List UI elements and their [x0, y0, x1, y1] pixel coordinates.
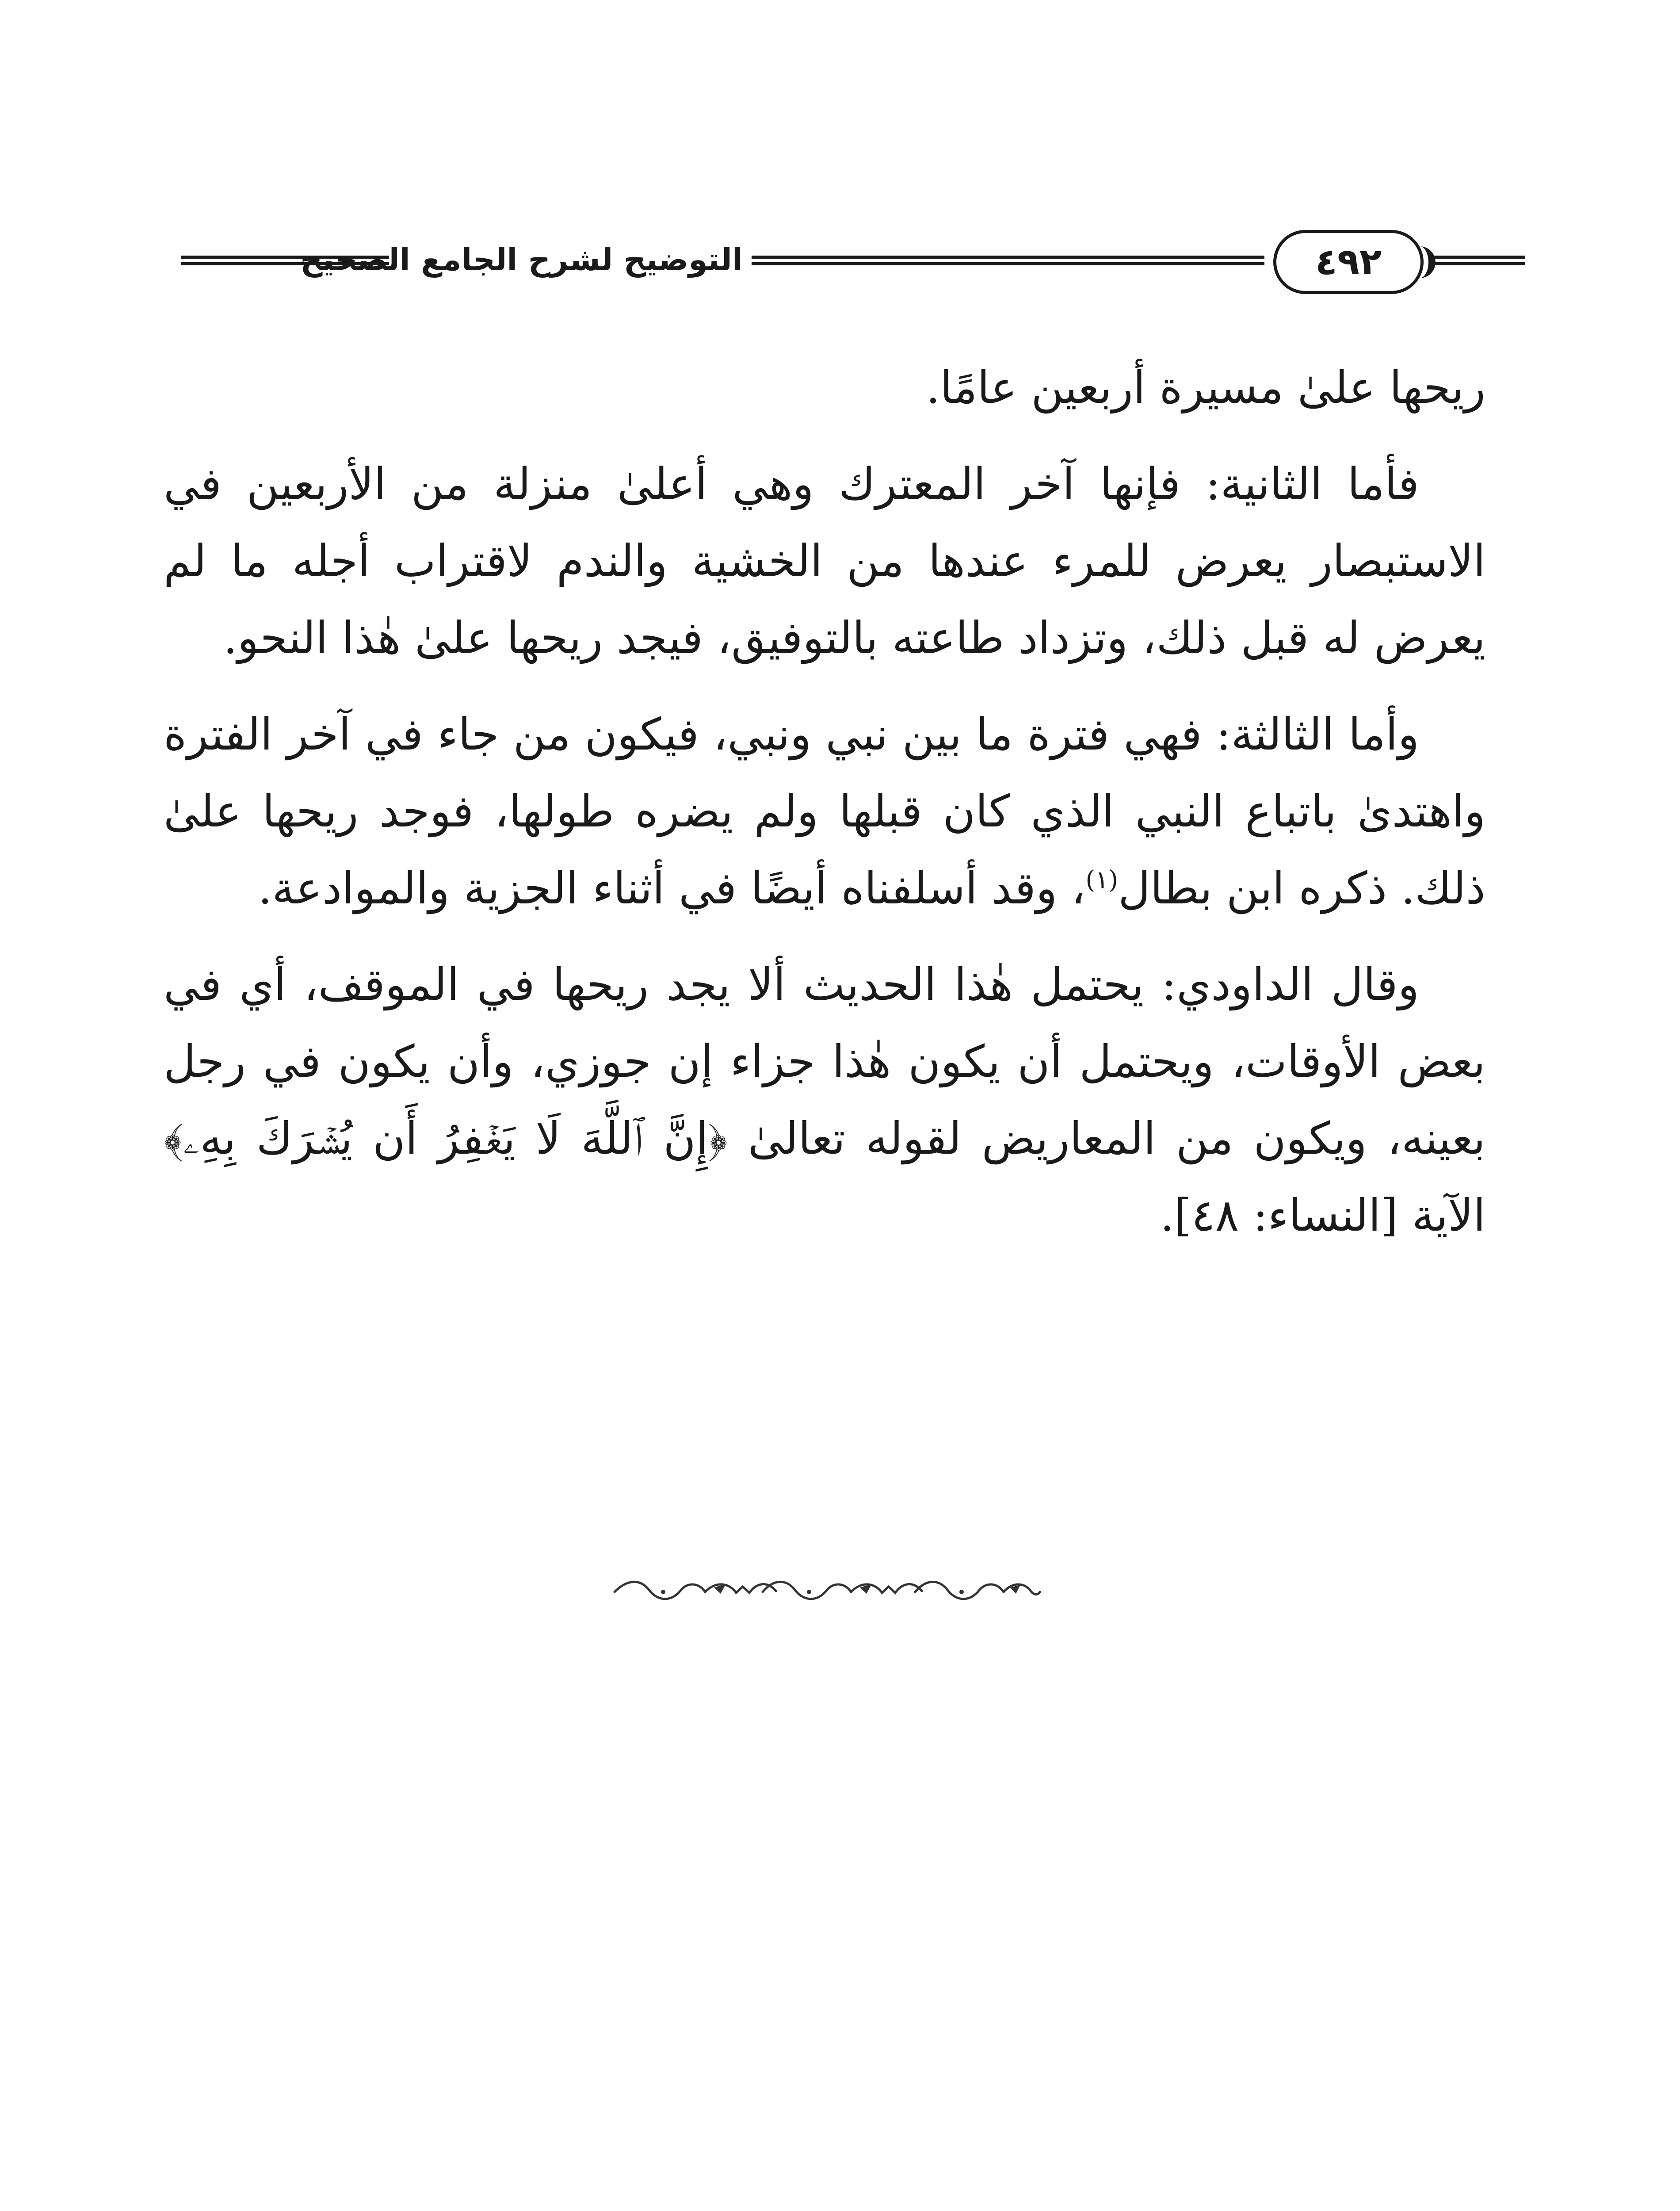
paragraph-second: فأما الثانية: فإنها آخر المعترك وهي أعلىٰ منزلة من الأربعين في الاستبصار يعرض للمرء عندها من الخشية والندم لاقتراب أجله ما لم يعرض له قبل ذلك، وتزداد طاعته بالتوفيق، فيجد ريحها علىٰ هٰذا النحو. — [164, 458, 1485, 664]
page-number-badge — [1273, 230, 1424, 294]
header-title: التوضيح لشرح الجامع الصحيح — [300, 241, 743, 278]
footnote-reference[interactable]: (١) — [1085, 865, 1119, 895]
paragraph-third-text-continued: ، وقد أسلفناه أيضًا في أثناء الجزية والموادعة. — [258, 862, 1086, 914]
page-number: ٤٩٢ — [1315, 241, 1382, 283]
main-text — [164, 349, 1485, 1274]
header-rule-middle — [752, 256, 1264, 265]
paragraph-third-text: وأما الثالثة: فهي فترة ما بين نبي ونبي، فيكون من جاء في آخر الفترة واهتدىٰ باتباع النبي الذي كان قبلها ولم يضره طولها، فوجد ريحها علىٰ ذلك. ذكره ابن بطال — [164, 708, 1485, 914]
paragraph-dawudi: وقال الداودي: يحتمل هٰذا الحديث ألا يجد ريحها في الموقف، أي في بعض الأوقات، ويحتمل أن يكون هٰذا جزاء إن جوزي، وأن يكون في رجل بعينه، ويكون من المعاريض لقوله تعالىٰ ﴿إِنَّ ٱللَّهَ لَا يَغۡفِرُ أَن يُشۡرَكَ بِهِۦ﴾ الآية [النساء: ٤٨]. — [164, 959, 1486, 1241]
decorative-divider-icon — [610, 1574, 1043, 1605]
header-rule-right — [1432, 256, 1525, 265]
paragraph-third — [164, 696, 1485, 927]
paragraph-continuation: ريحها علىٰ مسيرة أربعين عامًا. — [926, 362, 1485, 413]
running-header — [155, 230, 1525, 296]
